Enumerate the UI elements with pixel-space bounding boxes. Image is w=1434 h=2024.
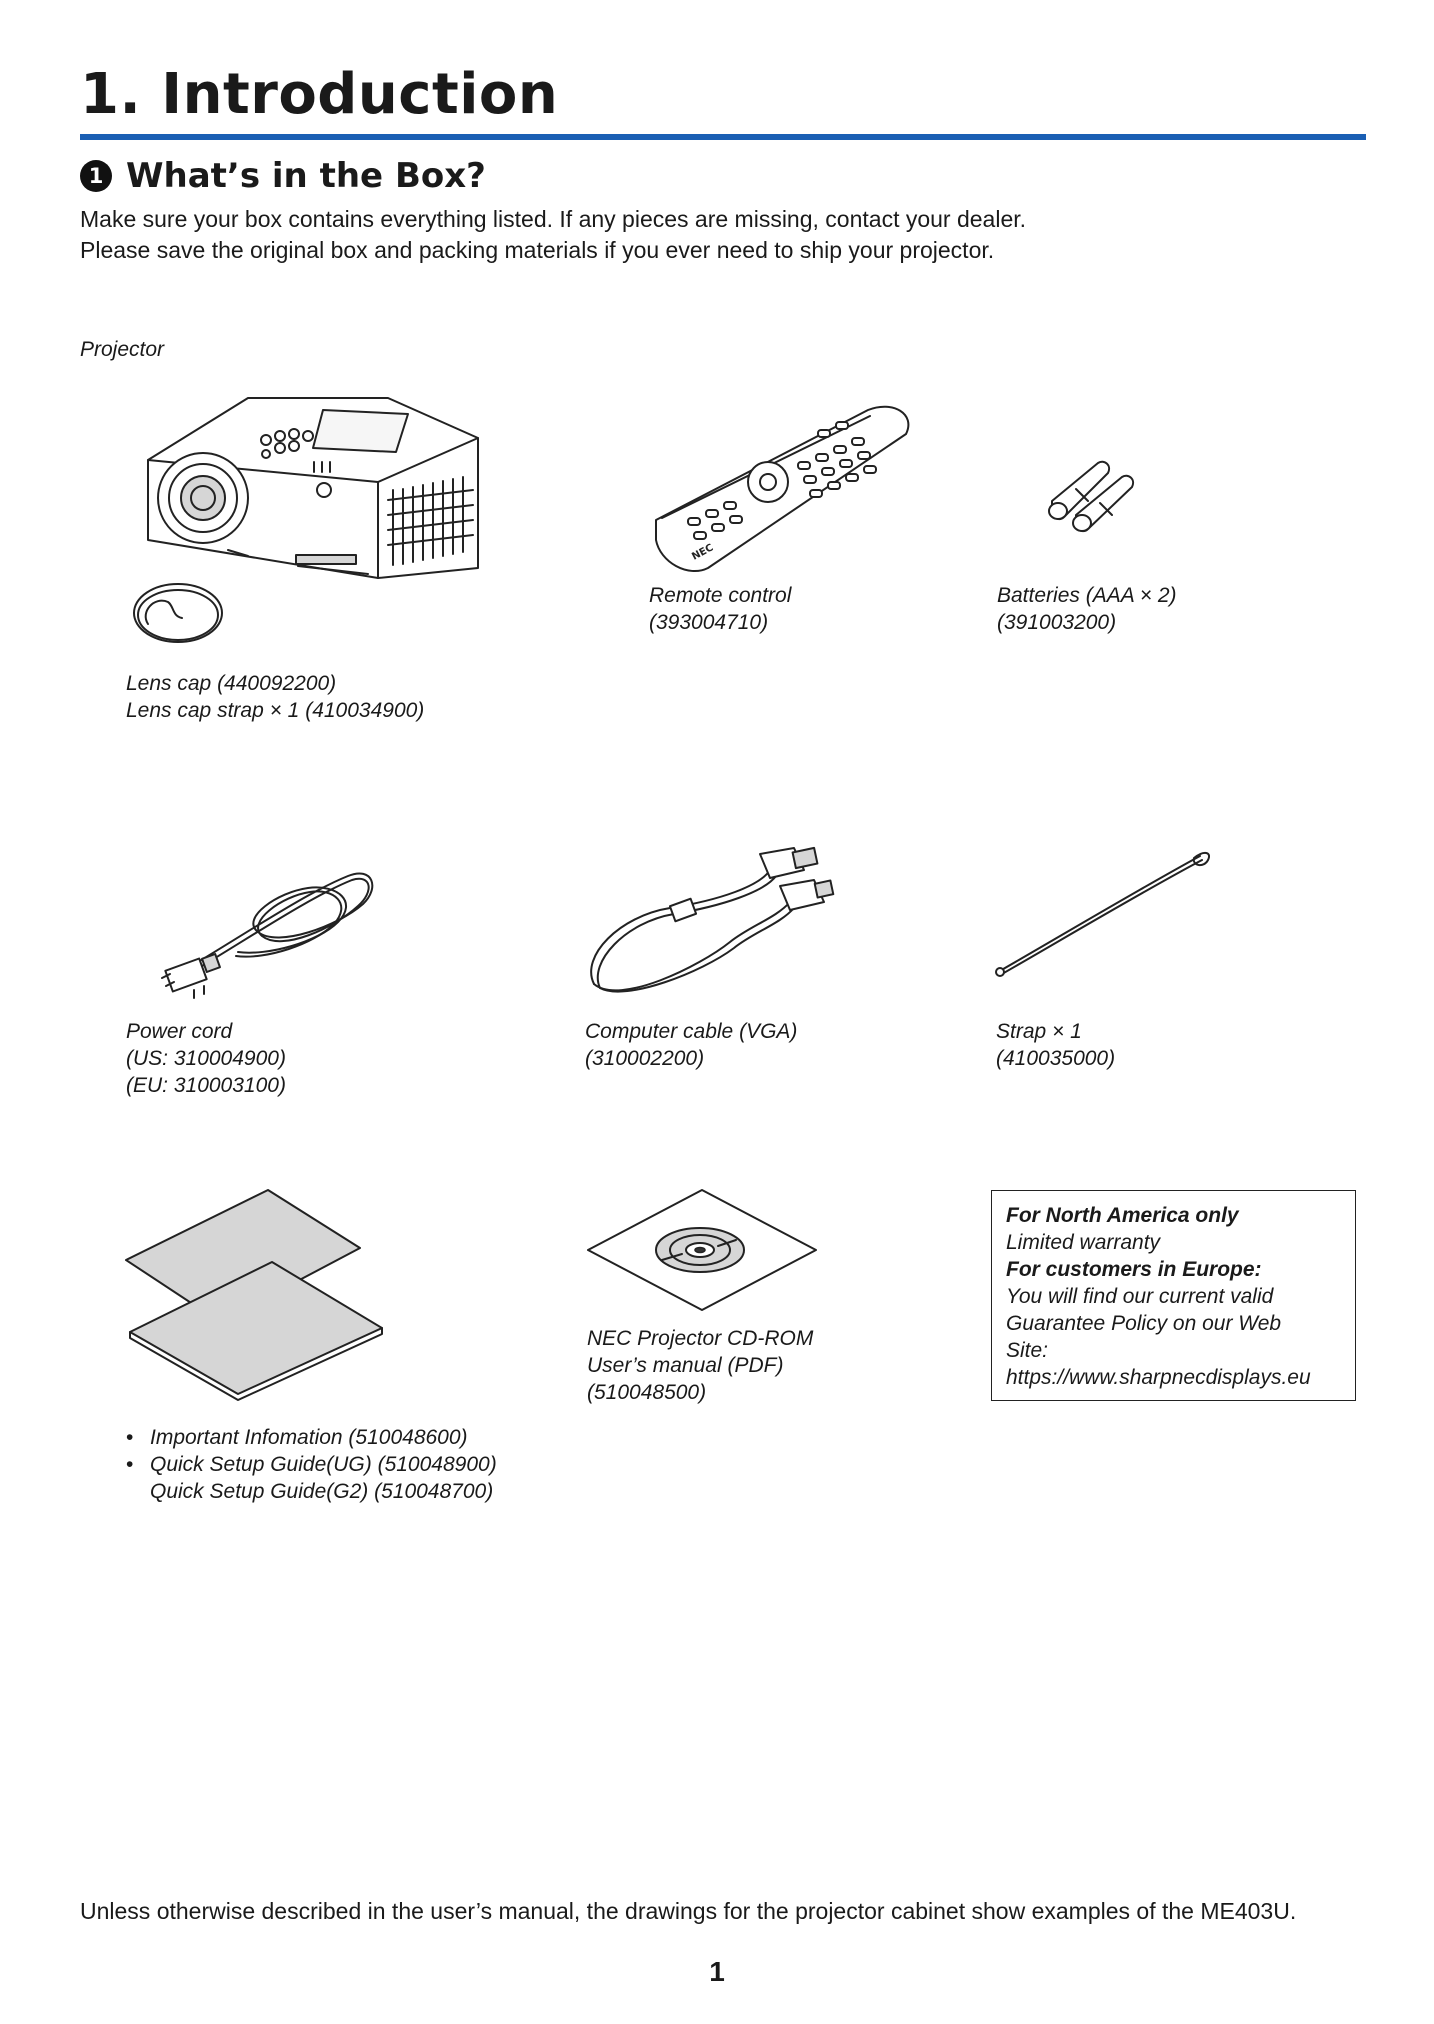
power-cord-line-1: Power cord: [126, 1020, 233, 1043]
notice-url-link[interactable]: https://www.sharpnecdisplays.eu: [1006, 1366, 1311, 1389]
lens-cap-line-2: Lens cap strap × 1 (410034900): [126, 699, 425, 722]
document-item: [124, 1451, 497, 1478]
strap-caption: [996, 1018, 1115, 1072]
power-cord-line-2: (US: 310004900): [126, 1047, 286, 1070]
cdrom-line-3: (510048500): [587, 1381, 707, 1404]
lens-cap-caption: [126, 670, 424, 724]
documents-list: [124, 1424, 497, 1505]
notice-heading-europe: For customers in Europe:: [1006, 1258, 1262, 1281]
notice-text-warranty: Limited warranty: [1006, 1231, 1161, 1254]
remote-line-2: (393004710): [649, 611, 769, 634]
strap-illustration: [994, 848, 1214, 978]
lens-cap-illustration: [132, 582, 224, 644]
document-item-text: Quick Setup Guide(UG) (510048900): [150, 1453, 497, 1476]
intro-line-1: Make sure your box contains everything listed. If any pieces are missing, contact your dealer.: [80, 206, 1027, 232]
intro-line-2: Please save the original box and packing materials if you ever need to ship your projector.: [80, 237, 995, 263]
document-item: [124, 1424, 497, 1451]
notice-heading-north-america: For North America only: [1006, 1204, 1239, 1227]
section-title: [80, 156, 486, 196]
batteries-line-2: (391003200): [997, 611, 1117, 634]
strap-line-1: Strap × 1: [996, 1020, 1082, 1043]
document-item-text: Quick Setup Guide(G2) (510048700): [150, 1480, 494, 1503]
notice-text-europe-1: You will find our current valid: [1006, 1285, 1274, 1308]
bullet-icon: •: [126, 1453, 134, 1476]
batteries-illustration: [1046, 455, 1152, 531]
notice-text-europe-3: Site:: [1006, 1339, 1049, 1362]
batteries-line-1: Batteries (AAA × 2): [997, 584, 1177, 607]
vga-cable-illustration: [580, 846, 840, 1006]
section-number-badge: 1: [80, 160, 112, 192]
chapter-title: 1. Introduction: [80, 62, 559, 127]
remote-control-illustration: [648, 400, 918, 575]
cdrom-illustration: [586, 1188, 818, 1312]
batteries-caption: [997, 582, 1177, 636]
vga-cable-line-2: (310002200): [585, 1047, 705, 1070]
warranty-notice-box: [991, 1190, 1356, 1401]
cdrom-caption: [587, 1325, 813, 1406]
vga-cable-caption: [585, 1018, 797, 1072]
documents-illustration: [124, 1188, 386, 1394]
strap-line-2: (410035000): [996, 1047, 1116, 1070]
cdrom-line-2: User’s manual (PDF): [587, 1354, 784, 1377]
projector-illustration: [138, 390, 488, 580]
footer-note: Unless otherwise described in the user’s manual, the drawings for the projector cabinet show examples of the ME403U.: [80, 1898, 1297, 1924]
page-number: 1: [709, 1956, 725, 1987]
power-cord-caption: [126, 1018, 286, 1099]
section-title-text: What’s in the Box?: [126, 156, 486, 196]
document-item-text: Important Infomation (510048600): [150, 1426, 468, 1449]
remote-line-1: Remote control: [649, 584, 792, 607]
projector-label: Projector: [80, 338, 165, 361]
notice-text-europe-2: Guarantee Policy on our Web: [1006, 1312, 1282, 1335]
power-cord-line-3: (EU: 310003100): [126, 1074, 286, 1097]
power-cord-illustration: [158, 852, 378, 1002]
document-item-continuation: [124, 1478, 497, 1505]
remote-caption: [649, 582, 791, 636]
cdrom-line-1: NEC Projector CD-ROM: [587, 1327, 814, 1350]
vga-cable-line-1: Computer cable (VGA): [585, 1020, 798, 1043]
remote-brand-text: NEC: [690, 542, 716, 563]
bullet-icon: •: [126, 1426, 134, 1449]
lens-cap-line-1: Lens cap (440092200): [126, 672, 337, 695]
intro-text: [80, 204, 1330, 266]
chapter-rule: [80, 134, 1366, 140]
